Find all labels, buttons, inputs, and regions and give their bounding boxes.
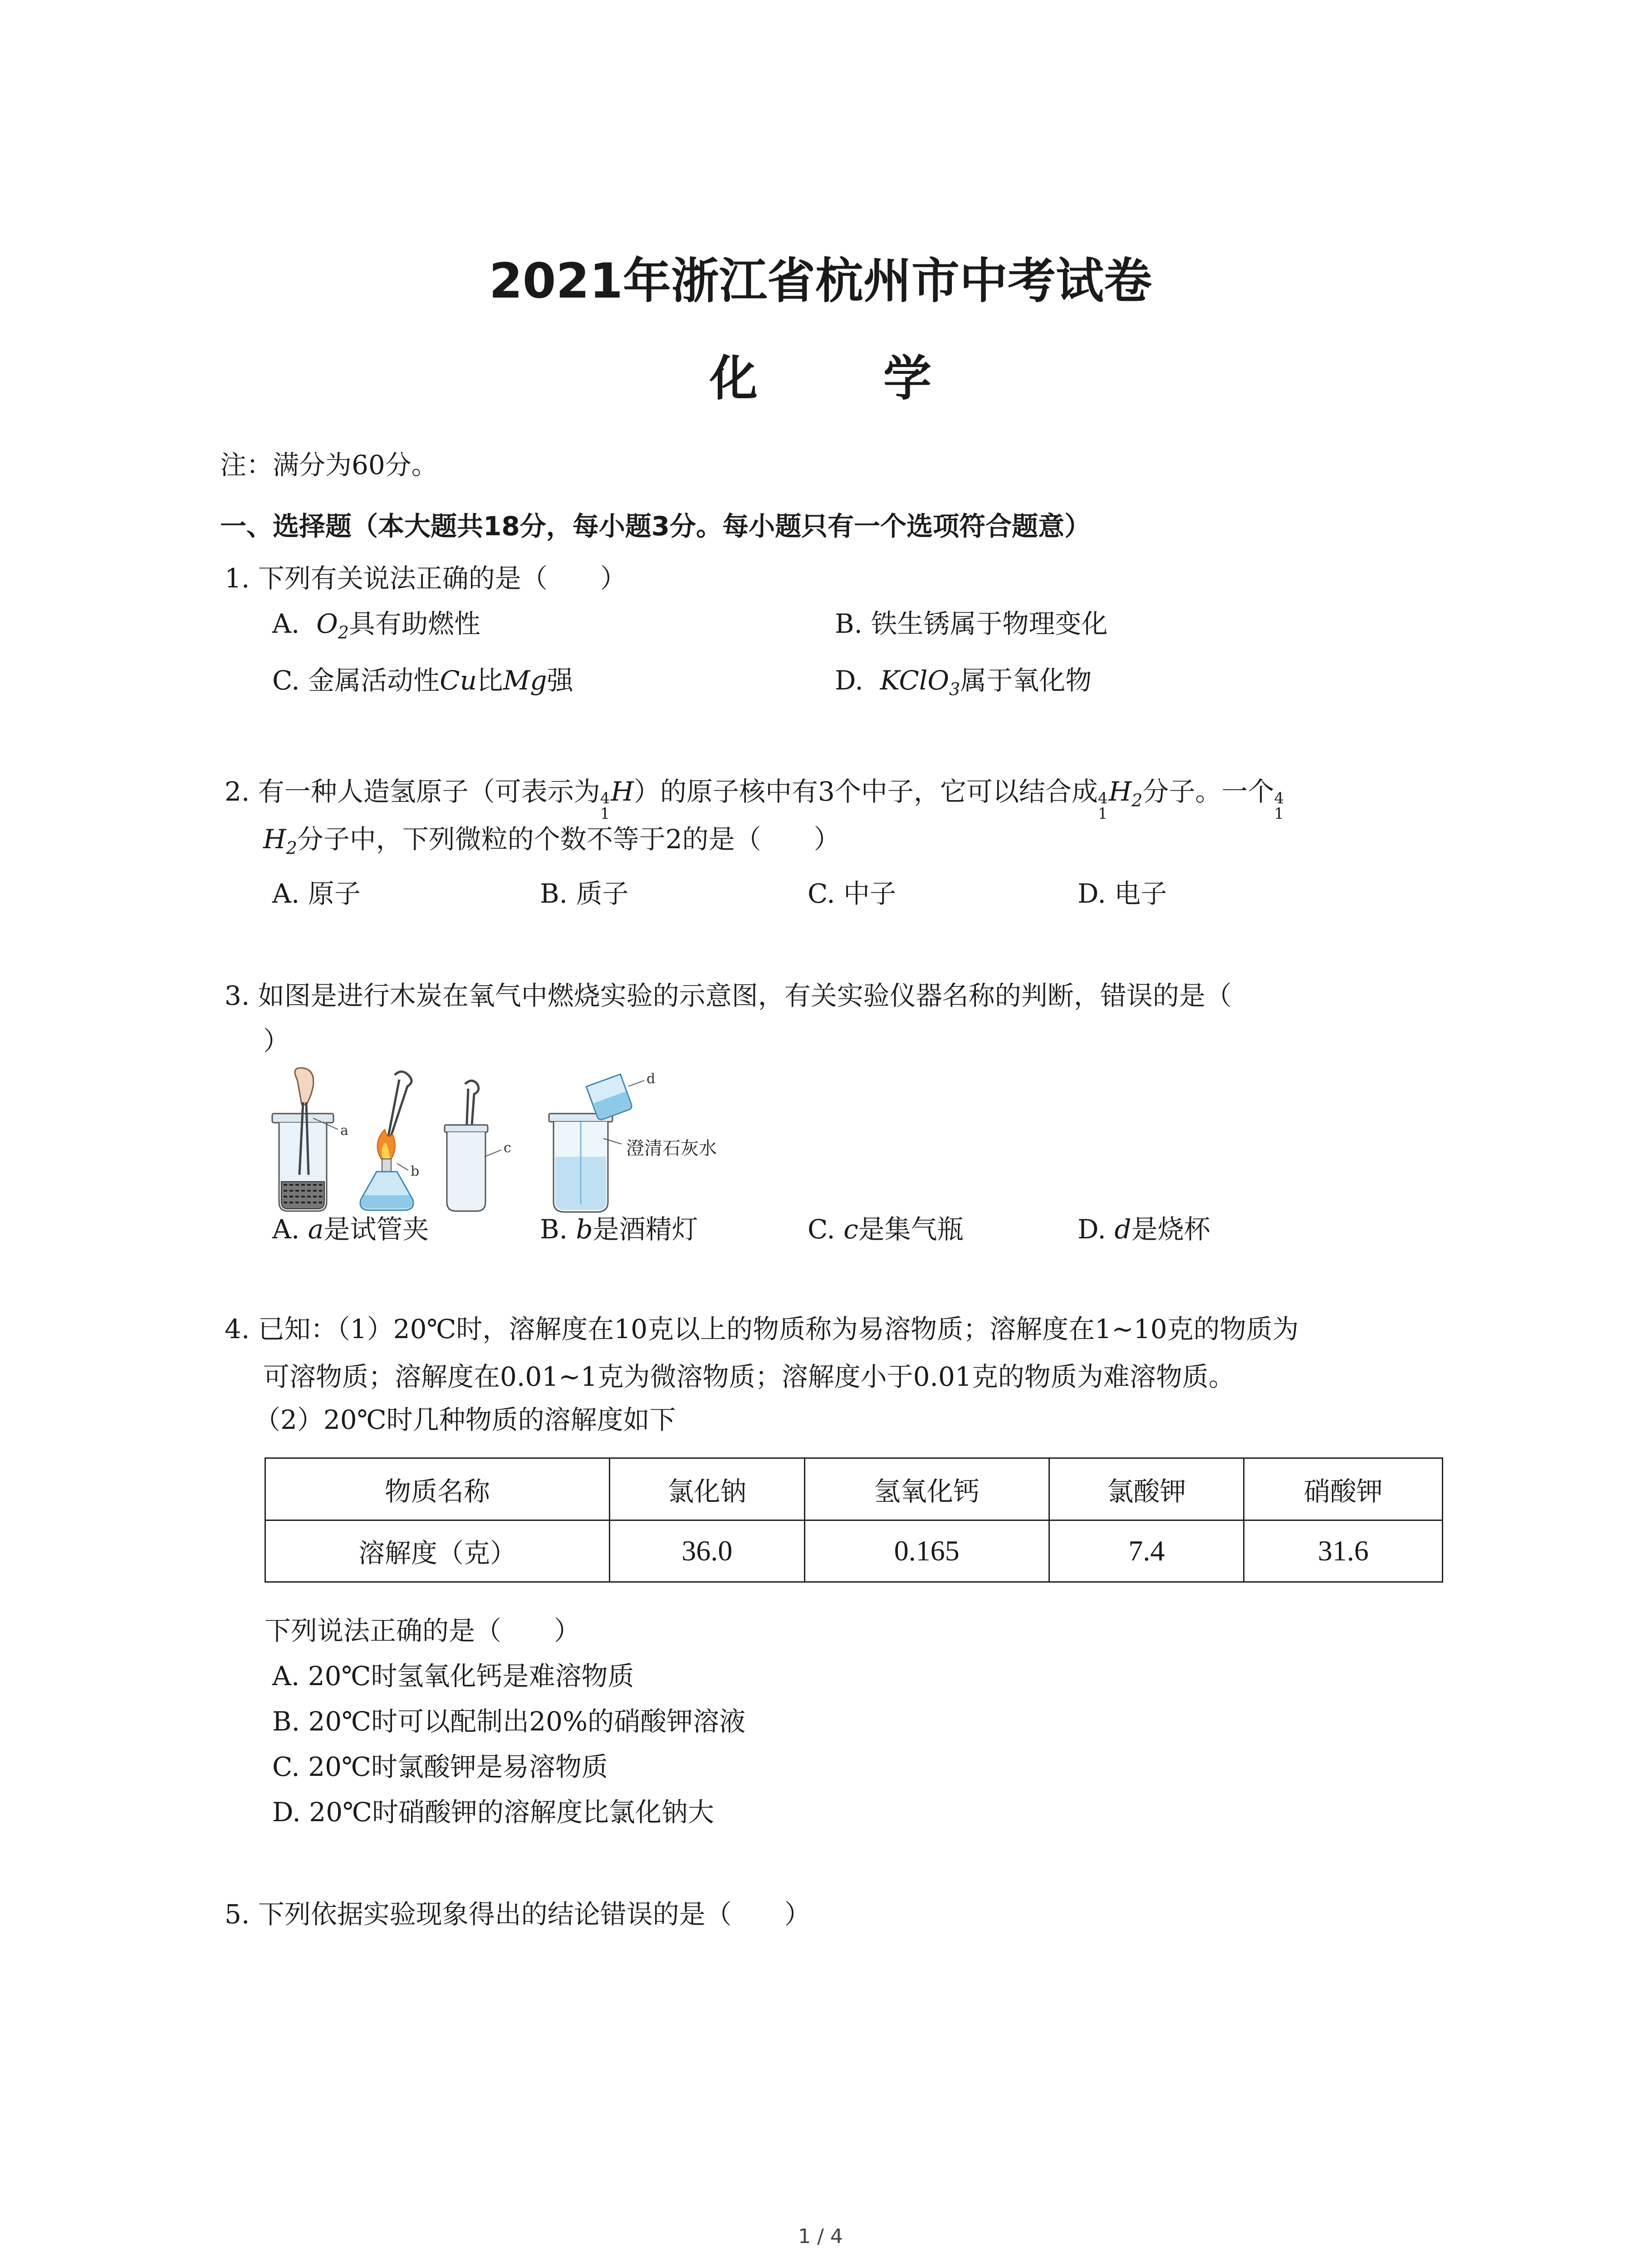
q4-line3: （2）20℃时几种物质的溶解度如下: [254, 1404, 676, 1435]
page-number: 1 / 4: [798, 2225, 843, 2248]
section-heading: 一、选择题（本大题共18分，每小题3分。每小题只有一个选项符合题意）: [220, 511, 1091, 542]
table-cell: 0.165: [804, 1520, 1049, 1582]
q2-option-d: D. 电子: [1078, 878, 1167, 909]
table-header-cell: 氢氧化钙: [804, 1458, 1049, 1520]
table-header-cell: 物质名称: [265, 1458, 610, 1520]
q4-option-a: A. 20℃时氢氧化钙是难溶物质: [272, 1661, 634, 1691]
q4-line2: 可溶物质；溶解度在0.01~1克为微溶物质；溶解度小于0.01克的物质为难溶物质。: [263, 1361, 1235, 1392]
subject-title: 化 学: [710, 351, 986, 406]
q3-stem-line1: 3. 如图是进行木炭在氧气中燃烧实验的示意图，有关实验仪器名称的判断，错误的是（: [225, 980, 1232, 1011]
label-d: d: [647, 1071, 656, 1087]
q4-ask: 下列说法正确的是（ ）: [265, 1615, 581, 1646]
table-header-row: [265, 1458, 1443, 1520]
q1-option-c: C. 金属活动性Cu比Mg强: [272, 665, 573, 696]
label-c: c: [504, 1140, 511, 1156]
label-b: b: [411, 1163, 420, 1179]
q1-option-a: A. $O_2$具有助燃性: [272, 608, 480, 643]
table-header-cell: 氯酸钾: [1049, 1458, 1244, 1520]
exam-title: 2021年浙江省杭州市中考试卷: [489, 253, 1152, 309]
table-cell: 31.6: [1244, 1520, 1443, 1582]
alcohol-lamp: [360, 1072, 413, 1211]
q2-stem-line2: $H_2$分子中，下列微粒的个数不等于2的是（ ）: [263, 824, 840, 858]
q3-stem-line2: ）: [263, 1026, 290, 1056]
q2-stem-line1: 2. 有一种人造氢原子（可表示为 4 1 H）的原子核中有3个中子，它可以结合成 4 1 $H_2$分子。一个 4 1: [225, 776, 1284, 823]
q4-option-b: B. 20℃时可以配制出20%的硝酸钾溶液: [272, 1706, 746, 1737]
isotope-notation: 4 1: [600, 789, 610, 823]
q2-option-a: A. 原子: [272, 878, 361, 909]
q2-option-c: C. 中子: [808, 878, 896, 909]
q5-stem: 5. 下列依据实验现象得出的结论错误的是（ ）: [225, 1899, 811, 1930]
label-limewater: 澄清石灰水: [626, 1138, 717, 1159]
gas-jar-with-charcoal: [272, 1068, 338, 1211]
q1-option-b: B. 铁生锈属于物理变化: [835, 608, 1108, 639]
table-header-cell: 氯化钠: [610, 1458, 805, 1520]
score-note: 注：满分为60分。: [220, 450, 438, 480]
q1-option-d: D. KClO$_3$属于氧化物: [835, 665, 1092, 699]
hand-icon: [295, 1068, 314, 1105]
label-a: a: [340, 1123, 348, 1139]
q2-option-b: B. 质子: [540, 878, 629, 909]
gas-jar-c: [445, 1081, 501, 1212]
q3-option-d: D. d是烧杯: [1078, 1214, 1210, 1245]
q3-option-c: C. c是集气瓶: [808, 1214, 964, 1245]
apparatus-figure: [263, 1066, 808, 1229]
q3-option-b: B. b是酒精灯: [540, 1214, 698, 1245]
q4-line1: 4. 已知：（1）20℃时，溶解度在10克以上的物质称为易溶物质；溶解度在1~10克的物质为: [225, 1314, 1299, 1344]
table-header-cell: 硝酸钾: [1244, 1458, 1443, 1520]
table-cell: 7.4: [1049, 1520, 1244, 1582]
solubility-table: [265, 1457, 1443, 1583]
q4-option-c: C. 20℃时氯酸钾是易溶物质: [272, 1751, 608, 1782]
table-cell: 36.0: [610, 1520, 805, 1582]
q1-stem: 1. 下列有关说法正确的是（ ）: [225, 563, 627, 594]
q3-option-a: A. a是试管夹: [272, 1214, 429, 1245]
table-cell: 溶解度（克）: [265, 1520, 610, 1582]
q4-option-d: D. 20℃时硝酸钾的溶解度比氯化钠大: [272, 1797, 714, 1828]
table-row: [265, 1520, 1443, 1582]
